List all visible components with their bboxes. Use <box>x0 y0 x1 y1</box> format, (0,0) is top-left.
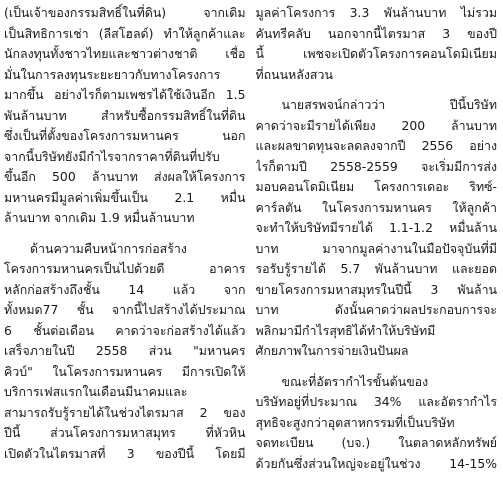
text-line: จดทะเบียน (บจ.) ในตลาดหลักทรัพย์ <box>255 435 497 450</box>
text-line: หลักก่อสร้างถึงชั้น 14 แล้ว จาก <box>4 281 246 297</box>
text-line: (เป็นเจ้าของกรรมสิทธิ์ในที่ดิน) จากเดิม <box>4 5 246 20</box>
text-line: ที่ถนนหลังสวน <box>255 66 333 82</box>
text-line: ปีนี้ ส่วนโครงการมหาสมุทร ที่หัวหิน <box>4 425 246 440</box>
text-line: ซึ่งเป็นที่ตั้งของโครงการมหานคร นอก <box>4 128 246 143</box>
text-line: มอบคอนโดมิเนียม โครงการเดอะ ริทซ์- <box>255 179 497 194</box>
text-line: คันทรีคลับ นอกจากนี้ไตรมาส 3 ของปี <box>255 25 497 41</box>
text-line: ด้วยกันซึ่งส่วนใหญ่จะอยู่ในช่วง 14-15% <box>255 455 497 471</box>
text-line: โครงการมหานครเป็นไปด้วยดี อาคาร <box>4 261 246 276</box>
text-line: รอรับรู้รายได้ 5.7 พันล้านบาท และยอด <box>255 261 497 276</box>
text-line: สามารถรับรู้รายได้ในช่วงไตรมาส 2 ของ <box>4 404 246 420</box>
text-line: นักลงทุนทั้งชาวไทยและชาวต่างชาติ เชื่อ <box>4 46 246 61</box>
text-line: บาท มาจากมูลค่างานในมือปัจจุบันที่มี <box>255 240 497 256</box>
text-line: ขณะที่อัตรากำไรขั้นต้นของ <box>281 373 429 389</box>
text-line: มูลค่าโครงการ 3.3 พันล้านบาท ไม่รวม <box>255 5 497 20</box>
text-line: มากขึ้น อย่างไรก็ตามเพชรได้ใช้เงินอีก 1.5 <box>4 87 246 102</box>
text-line: มหานครมีมูลค่าเพิ่มขึ้นเป็น 2.1 หมื่น <box>4 189 246 205</box>
text-line: ไรก็ตามปี 2558-2559 จะเริ่มมีการส่ง <box>255 158 497 174</box>
text-line: ทั้งหมด77 ชั้น จากนี้ไปสร้างได้ประมาณ <box>4 302 246 317</box>
text-line: เสร็จภายในปี 2558 ส่วน "มหานคร <box>4 343 246 358</box>
text-line: ขายโครงการมหาสมุทรในปีนี้ 3 พันล้าน <box>255 281 497 297</box>
text-line: เปิดตัวในไตรมาสที่ 3 ของปีนี้ โดยมี <box>4 445 246 461</box>
paragraph-gap <box>4 229 246 239</box>
text-line: เป็นสิทธิการเช่า (ลีสโฮลด์) ทำให้ลูกค้าและ <box>4 25 246 41</box>
text-line: และผลขาดทุนจะลดลงจากปี 2556 อย่าง <box>255 138 497 153</box>
text-line: ขึ้นอีก 500 ล้านบาท ส่งผลให้โครงการ <box>4 169 246 184</box>
text-line: มั่นในการลงทุนระยะยาวกับทางโครงการ <box>4 66 221 82</box>
text-line: 6 ชั้นต่อเดือน คาดว่าจะก่อสร้างได้แล้ว <box>4 322 246 338</box>
text-line: คาดว่าจะมีรายได้เพียง 200 ล้านบาท <box>255 117 497 133</box>
text-line: นายสรพจน์กล่าวว่า ปีนี้บริษัท <box>281 97 497 112</box>
text-line: จะทำให้บริษัทมีรายได้ 1.1-1.2 หมื่นล้าน <box>255 220 497 235</box>
text-line: พันล้านบาท สำหรับซื้อกรรมสิทธิ์ในที่ดิน <box>4 107 246 123</box>
right-column <box>256 3 498 495</box>
text-line: บริษัทอยู่ที่ประมาณ 34% และอัตรากำไร <box>255 394 497 409</box>
text-line: คาร์ลตัน ในโครงการมหานคร ให้ลูกค้า <box>255 199 497 215</box>
text-line: สุทธิจะสูงกว่าอุตสาหกรรมที่เป็นบริษัท <box>255 414 455 430</box>
text-line: ด้านความคืบหน้าการก่อสร้าง <box>30 240 187 256</box>
text-line: บริการเฟสแรกในเดือนมีนาคมและ <box>4 384 188 399</box>
paragraph-gap <box>256 362 498 372</box>
text-line: บาท ดังนั้นคาดว่าผลประกอบการจะ <box>255 302 497 317</box>
text-line: ล้านบาท จากเดิม 1.9 หมื่นล้านบาท <box>4 210 195 225</box>
text-line: นี้ เพชจะเปิดตัวโครงการคอนโดมิเนียม <box>255 46 497 61</box>
text-line: คิวบ์" ในโครงการมหานคร มีการเปิดให้ <box>4 363 246 379</box>
left-column <box>4 3 246 495</box>
text-line: พลิกมามีกำไรสุทธิได้ทำให้บริษัทมี <box>255 322 436 338</box>
text-line: ศักยภาพในการจ่ายเงินปันผล <box>255 343 409 358</box>
text-line: จากนี้บริษัทยังมีกำไรจากราคาที่ดินที่ปรับ <box>4 148 220 164</box>
paragraph-gap <box>256 85 498 95</box>
